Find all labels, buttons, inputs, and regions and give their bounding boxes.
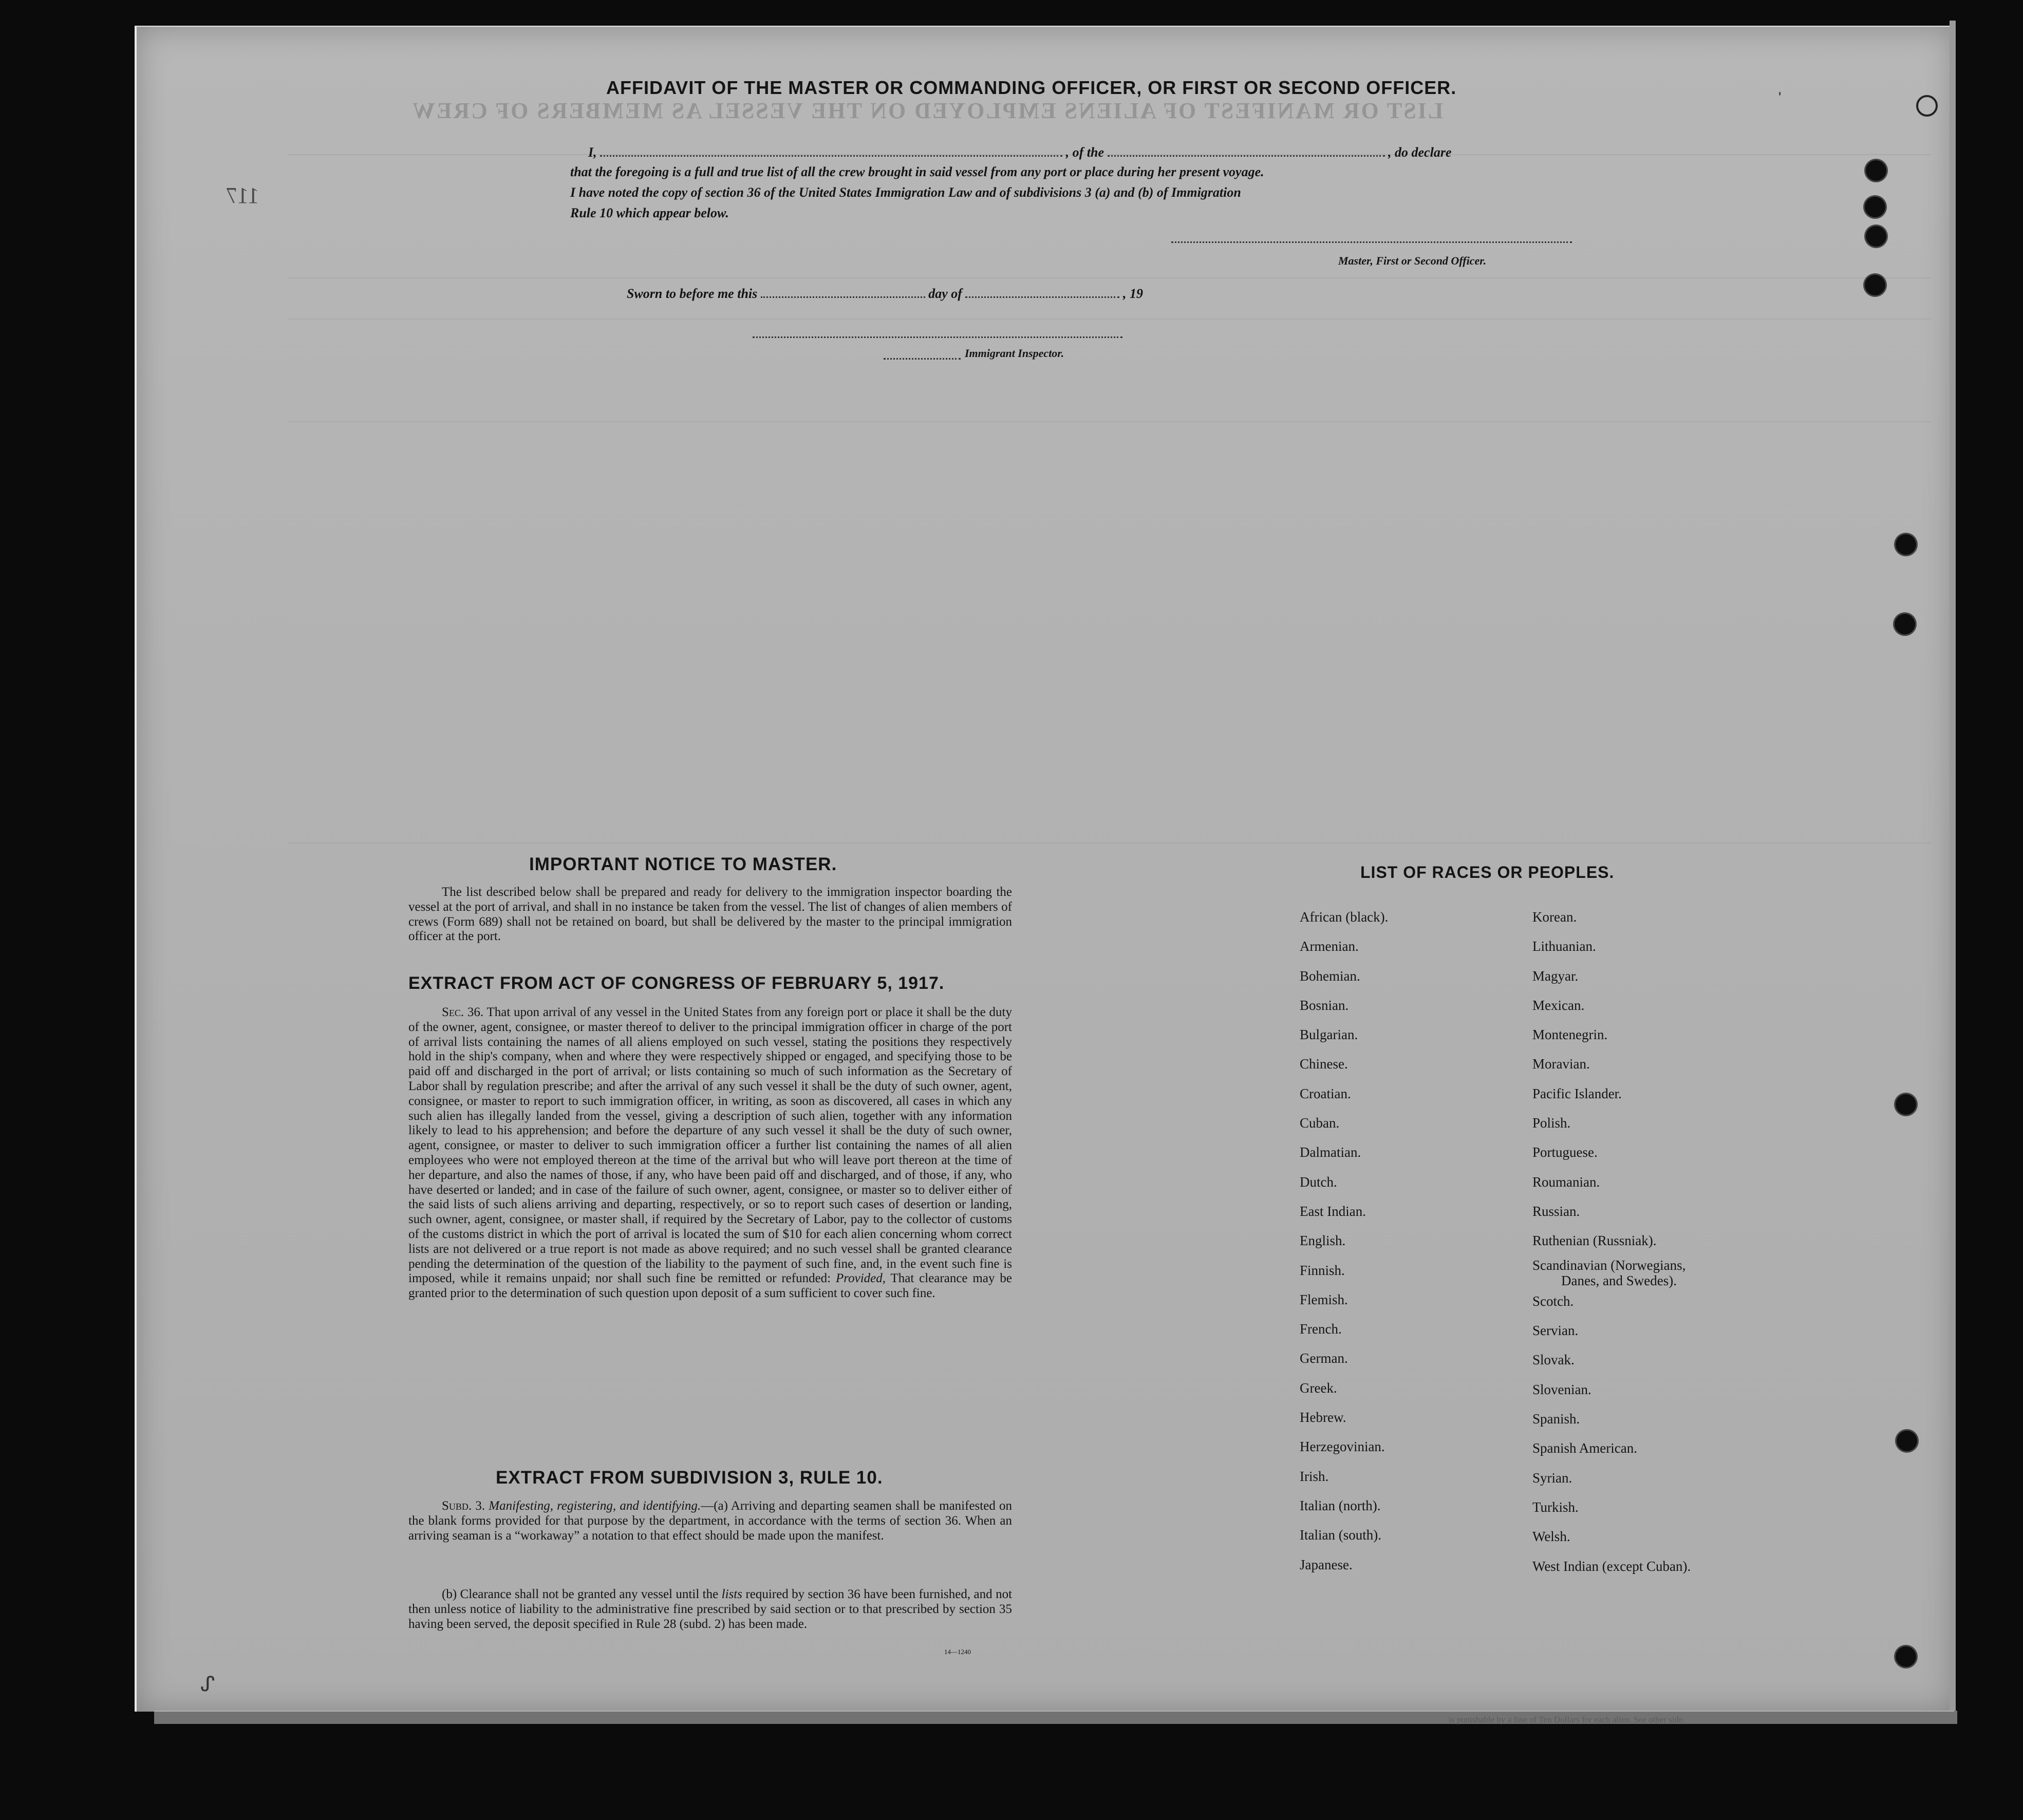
race-item: Bosnian. xyxy=(1300,997,1349,1013)
page-edge xyxy=(1950,21,1956,1711)
para-b-pre: Clearance shall not be granted any vessel until the xyxy=(460,1587,719,1601)
race-item: Italian (north). xyxy=(1300,1497,1381,1513)
race-item: Bulgarian. xyxy=(1300,1027,1358,1043)
race-item: Dutch. xyxy=(1300,1174,1337,1190)
race-item: Pacific Islander. xyxy=(1532,1085,1622,1101)
race-item: Lithuanian. xyxy=(1532,939,1596,954)
pencil-mark: ᔑ xyxy=(200,1673,215,1696)
act-text-end: That clearance may be granted prior to the determination of such question upon deposit of a sum sufficient to cover such fine. xyxy=(408,1271,1012,1301)
bleed-through-header: LIST OR MANIFEST OF ALIENS EMPLOYED ON THE VESSEL AS MEMBERS OF CREW xyxy=(411,98,1444,123)
race-item: Moravian. xyxy=(1532,1056,1590,1072)
race-item: Irish. xyxy=(1300,1468,1329,1484)
race-item: African (black). xyxy=(1300,909,1389,925)
race-item: English. xyxy=(1300,1233,1346,1249)
race-item: Syrian. xyxy=(1532,1470,1572,1486)
race-item: Slovenian. xyxy=(1532,1381,1591,1397)
race-item: Cuban. xyxy=(1300,1115,1340,1131)
race-item: Ruthenian (Russniak). xyxy=(1532,1233,1657,1249)
rule-para-a xyxy=(408,1499,1012,1543)
race-item: West Indian (except Cuban). xyxy=(1532,1558,1691,1574)
race-item: Roumanian. xyxy=(1532,1174,1600,1190)
binder-hole xyxy=(1896,1094,1916,1115)
affidavit-declare: , do declare xyxy=(1388,145,1452,160)
act-text: That upon arrival of any vessel in the United States from any foreign port or place it shall be the duty of the owner, agent, consignee, or master thereof to deliver to the principal immigration officer in charge of the port of arrival lists containing the names of all aliens employed on such vessel, stating the positions they respectively hold in the ship's company, when and where they were respectively shipped or engaged, and specifying those to be paid off and discharged in the port of arrival; or lists containing so much of such information as the Secretary of Labor shall by regulation prescribe; and after the arrival of any such vessel it shall be the duty of such owner, agent, consignee, or master to report to such immigration officer, in writing, as soon as discovered, all cases in which any such alien has illegally landed from the vessel, giving a description of such alien, together with any information likely to lead to his apprehension; and before the departure of any such vessel it shall be the duty of such owner, agent, consignee, or master to deliver to such immigration officer a further list containing the names of all alien employees who were not employed thereon at the time of the arrival but who will leave port thereon at the time of her departure, and also the names of those, if any, who have been paid off and discharged, and of those, if any, who have deserted or landed; and in case of the failure of such owner, agent, consignee, or master so to deliver either of the said lists of such aliens arriving and departing, respectively, or so to report such cases of desertion or landing, such owner, agent, consignee, or master shall, if required by the Secretary of Labor, pay to the collector of customs of the customs district in which the port of arrival is located the sum of $10 for each alien concerning whom correct lists are not delivered or a true report is not made as above required; and no such vessel shall be granted clearance pending the determination of the question of the liability to the payment of such fine, and, in the event such fine is imposed, while it remains unpaid; nor shall such fine be remitted or refunded: xyxy=(408,1005,1012,1286)
binder-hole xyxy=(1895,614,1915,634)
affidavit-line1 xyxy=(588,144,1451,160)
affidavit-title: AFFIDAVIT OF THE MASTER OR COMMANDING OFFICER, OR FIRST OR SECOND OFFICER. xyxy=(606,77,1457,98)
signature-line-master xyxy=(1171,241,1572,243)
rule-para-b xyxy=(408,1587,1012,1631)
race-item: Flemish. xyxy=(1300,1291,1348,1307)
affidavit-of-the: , of the xyxy=(1065,145,1104,160)
para-b-lists: lists xyxy=(721,1587,742,1601)
race-item: Greek. xyxy=(1300,1380,1337,1396)
rule-heading: EXTRACT FROM SUBDIVISION 3, RULE 10. xyxy=(496,1468,883,1488)
master-label: Master, First or Second Officer. xyxy=(1338,254,1487,267)
binder-hole xyxy=(1897,1431,1917,1451)
race-item: Mexican. xyxy=(1532,997,1585,1013)
day-of-text: day of xyxy=(928,286,962,301)
race-item: Dalmatian. xyxy=(1300,1144,1361,1160)
bleed-rule xyxy=(288,842,1932,843)
race-item: Welsh. xyxy=(1532,1529,1570,1545)
page-edge-bottom xyxy=(154,1711,1957,1724)
affidavit-i: I, xyxy=(588,145,597,160)
binder-hole xyxy=(1866,160,1886,181)
race-item: Herzegovinian. xyxy=(1300,1439,1385,1455)
subd-text: —(a) Arriving and departing seamen shall be manifested on the blank forms provided for that purpose by the department, in accordance with the terms of section 36. When an arriving seaman is a “workaway” a notation to that effect should be made upon the manifest. xyxy=(408,1499,1012,1543)
race-item: Croatian. xyxy=(1300,1085,1351,1101)
race-item: Magyar. xyxy=(1532,968,1579,984)
race-item: Bohemian. xyxy=(1300,968,1360,984)
signature-line-inspector xyxy=(753,336,1122,338)
subd-label: Subd. 3. xyxy=(442,1499,485,1513)
race-item: German. xyxy=(1300,1350,1348,1366)
race-item: Scandinavian (Norwegians, Danes, and Swedes). xyxy=(1532,1257,1686,1288)
sec-label: Sec. 36. xyxy=(442,1005,484,1019)
margin-number: 117 xyxy=(226,183,259,208)
race-item: French. xyxy=(1300,1321,1342,1337)
binder-hole xyxy=(1896,534,1916,555)
race-item: Polish. xyxy=(1532,1115,1571,1131)
subd-title: Manifesting, registering, and identifying. xyxy=(489,1499,701,1513)
race-item: Armenian. xyxy=(1300,939,1359,954)
year-prefix: , 19 xyxy=(1122,286,1143,301)
act-body xyxy=(408,1005,1012,1301)
race-item: Finnish. xyxy=(1300,1262,1345,1278)
sworn-line xyxy=(627,285,1143,302)
affidavit-line4: Rule 10 which appear below. xyxy=(570,205,729,220)
bleed-rule xyxy=(288,421,1932,422)
race-item: Montenegrin. xyxy=(1532,1027,1608,1043)
races-left-list xyxy=(1300,903,1388,1580)
notice-heading: IMPORTANT NOTICE TO MASTER. xyxy=(529,854,837,874)
race-item: Spanish American. xyxy=(1532,1440,1637,1456)
pencil-mark: ˈ xyxy=(1776,88,1784,111)
race-item: Hebrew. xyxy=(1300,1410,1346,1425)
race-item: Portuguese. xyxy=(1532,1144,1598,1160)
affidavit-line3: I have noted the copy of section 36 of the United States Immigration Law and of subdivisions 3 (a) and (b) of Immigration xyxy=(570,185,1241,200)
race-item: Japanese. xyxy=(1300,1556,1353,1572)
race-item: Chinese. xyxy=(1300,1056,1348,1072)
bleed-rule xyxy=(288,277,1932,278)
act-heading: EXTRACT FROM ACT OF CONGRESS OF FEBRUARY 5, 1917. xyxy=(408,973,945,993)
races-right-list xyxy=(1532,903,1691,1581)
race-item: Spanish. xyxy=(1532,1411,1580,1427)
race-item: Scotch. xyxy=(1532,1293,1574,1309)
affidavit-line2: that the foregoing is a full and true list of all the crew brought in said vessel from any port or place during her present voyage. xyxy=(570,164,1264,179)
races-heading: LIST OF RACES OR PEOPLES. xyxy=(1360,863,1615,881)
bottom-note: is punishable by a fine of Ten Dollars for each alien. See other side. xyxy=(1449,1715,1685,1724)
binder-hole xyxy=(1896,1646,1916,1667)
binder-hole xyxy=(1865,275,1885,295)
race-item: Slovak. xyxy=(1532,1352,1575,1368)
binder-hole xyxy=(1866,226,1886,247)
binder-hole xyxy=(1865,197,1885,217)
notice-body: The list described below shall be prepared and ready for delivery to the immigration inspector boarding the vessel at the port of arrival, and shall in no instance be taken from the vessel. The list of changes of alien members of crews (Form 689) shall not be retained on board, but shall be delivered by the master to the principal immigration officer at the port. xyxy=(408,885,1012,944)
inspector-label: Immigrant Inspector. xyxy=(965,347,1064,360)
binder-ring xyxy=(1916,95,1938,117)
race-item: Korean. xyxy=(1532,909,1577,925)
race-item: East Indian. xyxy=(1300,1203,1366,1219)
para-b-text: required by section 36 have been furnished, and not then unless notice of liability to the administrative fine prescribed by said section or to that prescribed by section 35 having been served, the deposit specified in Rule 28 (subd. 2) has been made. xyxy=(408,1587,1013,1631)
race-item: Turkish. xyxy=(1532,1499,1579,1515)
sworn-text: Sworn to before me this xyxy=(627,286,758,301)
form-number: 14—1240 xyxy=(944,1648,971,1656)
race-item: Italian (south). xyxy=(1300,1527,1381,1543)
inspector-dots xyxy=(884,358,961,360)
bleed-rule xyxy=(288,318,1932,320)
para-b-label: (b) xyxy=(442,1587,457,1601)
provided-word: Provided, xyxy=(836,1271,886,1286)
race-item: Russian. xyxy=(1532,1203,1580,1219)
race-item: Servian. xyxy=(1532,1323,1579,1339)
